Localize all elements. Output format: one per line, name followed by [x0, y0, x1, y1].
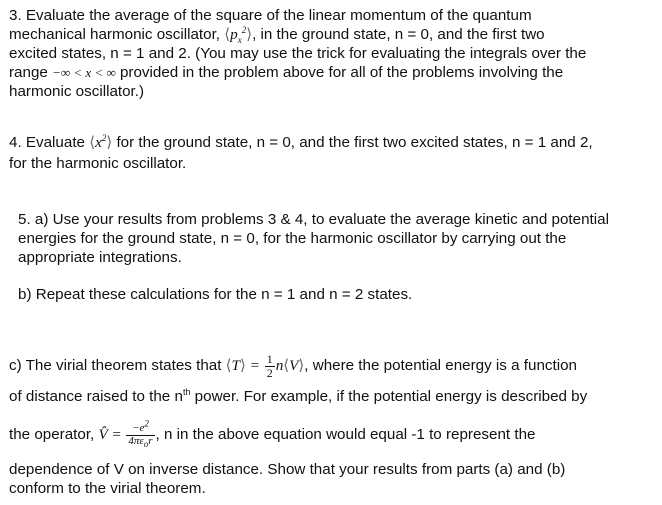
p5c-line-3: the operator, V̂ = $\frac{-e^2}{4\pi\varepsilon_or}$ , n in the above equation would equal -1 to represent the: [9, 418, 536, 450]
p5c-line-1: c) The virial theorem states that ⟨T⟩ = $\frac{1}{2}$ n⟨V⟩, where the potential energy is a function: [9, 352, 577, 381]
problem-4: [9, 132, 659, 174]
momentum-squared-expectation: $⟨p_x^2⟩$: [224, 24, 253, 46]
p5a-line-2: energies for the ground state, n = 0, for the harmonic oscillator by carrying out the: [18, 230, 567, 247]
p3-line-1: 3. Evaluate the average of the square of the linear momentum of the quantum: [9, 7, 532, 24]
p3-line-4: range −∞ < x < ∞ provided in the problem above for all of the problems involving the: [9, 64, 564, 81]
integration-range: −∞ < x < ∞: [52, 65, 116, 80]
p3-line-3: excited states, n = 1 and 2. (You may use the trick for evaluating the integrals over the: [9, 45, 587, 62]
p3-line-5: harmonic oscillator.): [9, 83, 145, 100]
p4-line-2: for the harmonic oscillator.: [9, 155, 187, 172]
coulomb-potential-operator: V̂ = $\frac{-e^2}{4\pi\varepsilon_or}$: [98, 418, 153, 450]
p5c-line-5: conform to the virial theorem.: [9, 480, 206, 497]
p5a-line-3: appropriate integrations.: [18, 249, 182, 266]
p4-line-1: 4. Evaluate $⟨x^2⟩$ for the ground state, n = 0, and the first two excited states, n = 1 and 2,: [9, 132, 593, 151]
p5c-line-4: dependence of V on inverse distance. Show that your results from parts (a) and (b): [9, 461, 566, 478]
problem-5a: [18, 210, 662, 267]
position-squared-expectation: $⟨x^2⟩$: [89, 132, 113, 151]
problem-3: [9, 6, 659, 101]
p5c-line-2: of distance raised to the $n^{th}$ power. For example, if the potential energy is described by: [9, 386, 588, 405]
problem-5b: [18, 285, 662, 304]
p5b-line-1: b) Repeat these calculations for the n = 1 and n = 2 states.: [18, 286, 413, 303]
p3-line-2: mechanical harmonic oscillator, $⟨p_x^2⟩$, in the ground state, n = 0, and the first two: [9, 24, 545, 46]
p5a-line-1: 5. a) Use your results from problems 3 & 4, to evaluate the average kinetic and potential: [18, 211, 609, 228]
virial-theorem-equation: ⟨T⟩ = $\frac{1}{2}$ n⟨V⟩: [225, 352, 305, 381]
